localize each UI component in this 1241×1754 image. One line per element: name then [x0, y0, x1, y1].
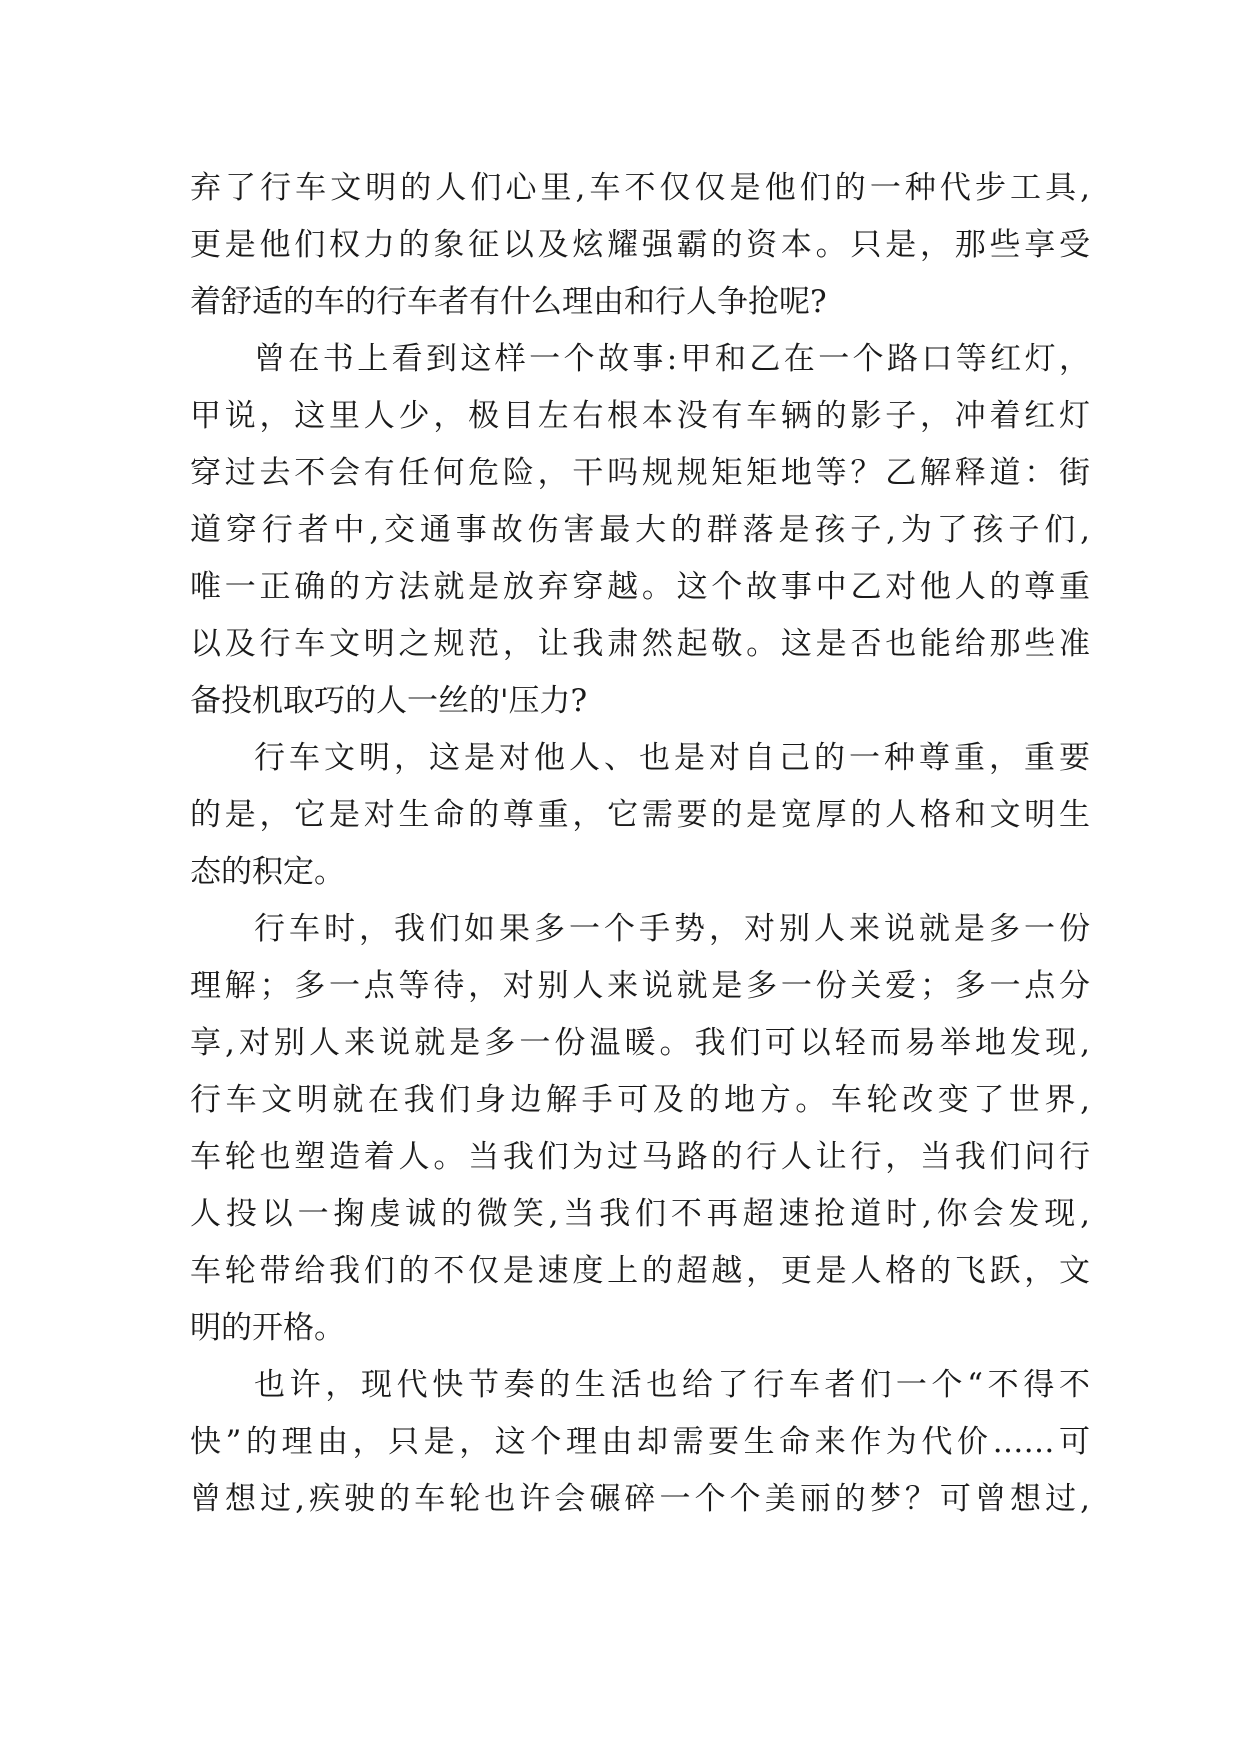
- text-line: 明的开格。: [190, 1310, 345, 1346]
- text-line: 更是他们权力的象征以及炫耀强霸的资本。只是，那些享受: [190, 227, 1090, 263]
- text-line: 以及行车文明之规范，让我肃然起敬。这是否也能给那些准: [190, 626, 1090, 662]
- text-line: 的是，它是对生命的尊重，它需要的是宽厚的人格和文明生: [190, 797, 1090, 833]
- text-line: 态的积定。: [190, 854, 345, 890]
- text-line: 行车时，我们如果多一个手势，对别人来说就是多一份: [254, 911, 1090, 947]
- text-line: 着舒适的车的行车者有什么理由和行人争抢呢?: [190, 284, 827, 320]
- paragraph-5: [190, 1357, 1090, 1528]
- text-line: 快”的理由，只是，这个理由却需要生命来作为代价……可: [190, 1424, 1090, 1460]
- text-line: 也许，现代快节奏的生活也给了行车者们一个“不得不: [254, 1367, 1090, 1403]
- text-line: 唯一正确的方法就是放弃穿越。这个故事中乙对他人的尊重: [190, 569, 1090, 605]
- text-line: 理解；多一点等待，对别人来说就是多一份关爱；多一点分: [190, 968, 1090, 1004]
- text-line: 甲说，这里人少，极目左右根本没有车辆的影子，冲着红灯: [190, 398, 1090, 434]
- text-line: 行车文明，这是对他人、也是对自己的一种尊重，重要: [254, 740, 1090, 776]
- document-page: [190, 160, 1090, 1528]
- text-line: 备投机取巧的人一丝的'压力?: [190, 683, 588, 719]
- text-line: 享,对别人来说就是多一份温暖。我们可以轻而易举地发现,: [190, 1025, 1090, 1061]
- text-line: 弃了行车文明的人们心里,车不仅仅是他们的一种代步工具,: [190, 170, 1090, 206]
- paragraph-4: [190, 901, 1090, 1357]
- text-line: 人投以一掬虔诚的微笑,当我们不再超速抢道时,你会发现,: [190, 1196, 1090, 1232]
- paragraph-1: [190, 160, 1090, 331]
- paragraph-2: [190, 331, 1090, 730]
- text-line: 穿过去不会有任何危险，干吗规规矩矩地等？乙解释道：街: [190, 455, 1090, 491]
- text-line: 行车文明就在我们身边解手可及的地方。车轮改变了世界,: [190, 1082, 1090, 1118]
- text-line: 曾想过,疾驶的车轮也许会碾碎一个个美丽的梦？可曾想过,: [190, 1481, 1090, 1517]
- text-line: 车轮带给我们的不仅是速度上的超越，更是人格的飞跃，文: [190, 1253, 1090, 1289]
- text-line: 车轮也塑造着人。当我们为过马路的行人让行，当我们问行: [190, 1139, 1090, 1175]
- text-line: 道穿行者中,交通事故伤害最大的群落是孩子,为了孩子们,: [190, 512, 1090, 548]
- paragraph-3: [190, 730, 1090, 901]
- text-line: 曾在书上看到这样一个故事:甲和乙在一个路口等红灯，: [254, 341, 1090, 377]
